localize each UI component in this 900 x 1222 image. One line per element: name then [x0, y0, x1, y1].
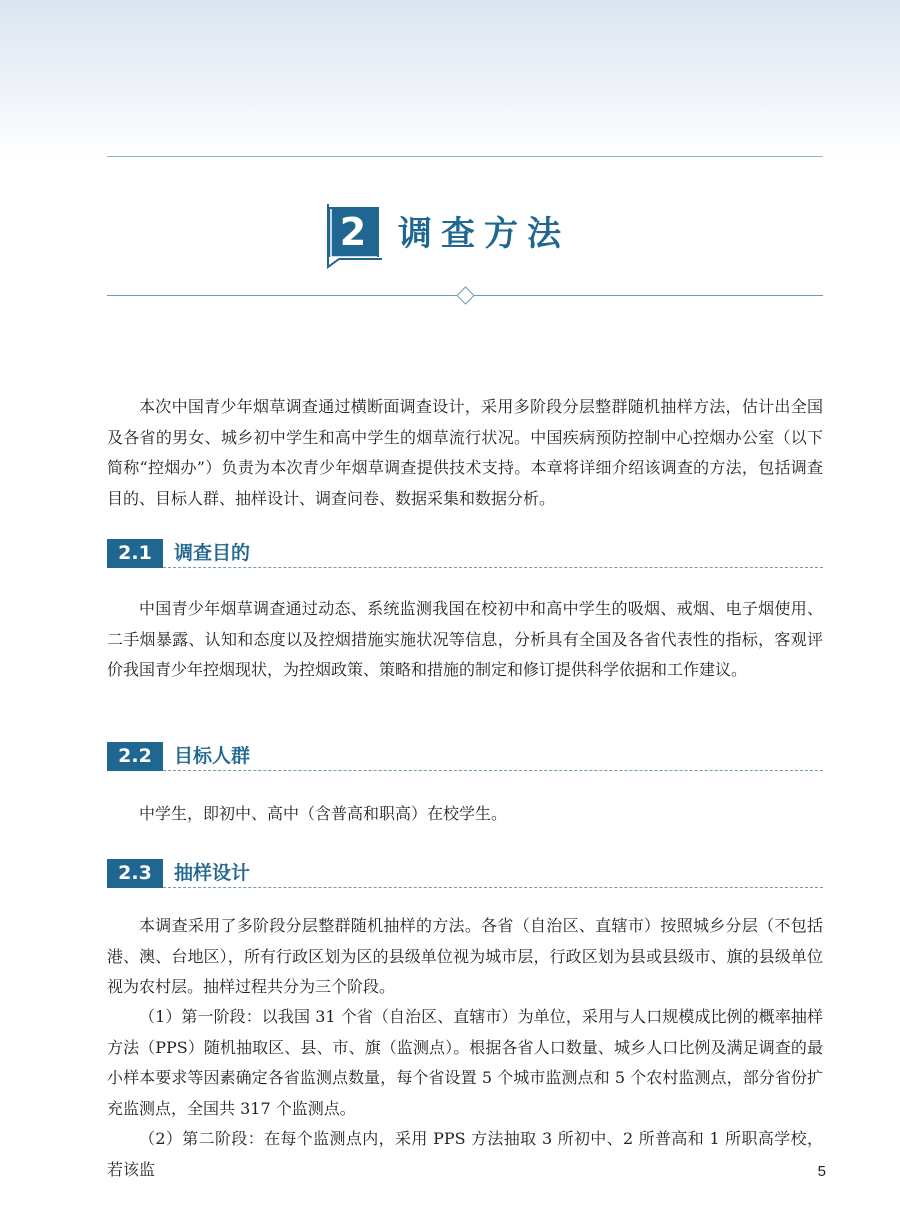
header-rule — [107, 156, 823, 157]
section-title: 目标人群 — [174, 745, 251, 767]
section-heading-2-2 — [107, 742, 823, 772]
section-title: 抽样设计 — [174, 862, 251, 884]
section-number: 2.2 — [107, 742, 163, 771]
header-band — [0, 0, 900, 160]
intro-paragraph: 本次中国青少年烟草调查通过横断面调查设计，采用多阶段分层整群随机抽样方法，估计出全国及各省的男女、城乡初中学生和高中学生的烟草流行状况。中国疾病预防控制中心控烟办公室（以下简称“控烟办”）负责为本次青少年烟草调查提供技术支持。本章将详细介绍该调查的方法，包括调查目的、目标人群、抽样设计、调查问卷、数据采集和数据分析。 — [107, 397, 823, 508]
section-2-3-paragraph-3: （2）第二阶段：在每个监测点内，采用 PPS 方法抽取 3 所初中、2 所普高和 1 所职高学校，若该监 — [107, 1129, 823, 1179]
diamond-ornament-icon — [456, 286, 474, 304]
section-heading-2-3 — [107, 859, 823, 889]
section-2-3-paragraph-2: （1）第一阶段：以我国 31 个省（自治区、直辖市）为单位，采用与人口规模成比例的概率抽样方法（PPS）随机抽取区、县、市、旗（监测点）。根据各省人口数量、城乡人口比例及满足调查的最小样本要求等因素确定各省监测点数量，每个省设置 5 个城市监测点和 5 个农村监测点，部分省份扩充监测点，全国共 317 个监测点。 — [107, 1007, 823, 1118]
section-2-2-paragraph: 中学生，即初中、高中（含普高和职高）在校学生。 — [139, 804, 508, 823]
chapter-divider — [107, 287, 823, 305]
page-number: 5 — [817, 1163, 826, 1180]
section-heading-2-1 — [107, 539, 823, 569]
chapter-title: 调查方法 — [398, 214, 570, 254]
section-2-1-paragraph: 中国青少年烟草调查通过动态、系统监测我国在校初中和高中学生的吸烟、戒烟、电子烟使用、二手烟暴露、认知和态度以及控烟措施实施状况等信息，分析具有全国及各省代表性的指标，客观评价我国青少年控烟现状，为控烟政策、策略和措施的制定和修订提供科学依据和工作建议。 — [107, 599, 823, 679]
section-number: 2.1 — [107, 539, 163, 568]
section-number: 2.3 — [107, 859, 163, 888]
section-title: 调查目的 — [174, 542, 251, 564]
section-2-3-paragraph-1: 本调查采用了多阶段分层整群随机抽样的方法。各省（自治区、直辖市）按照城乡分层（不包括港、澳、台地区），所有行政区划为区的县级单位视为城市层，行政区划为县或县级市、旗的县级单位视为农村层。抽样过程共分为三个阶段。 — [107, 916, 823, 996]
chapter-number: 2 — [339, 210, 367, 254]
